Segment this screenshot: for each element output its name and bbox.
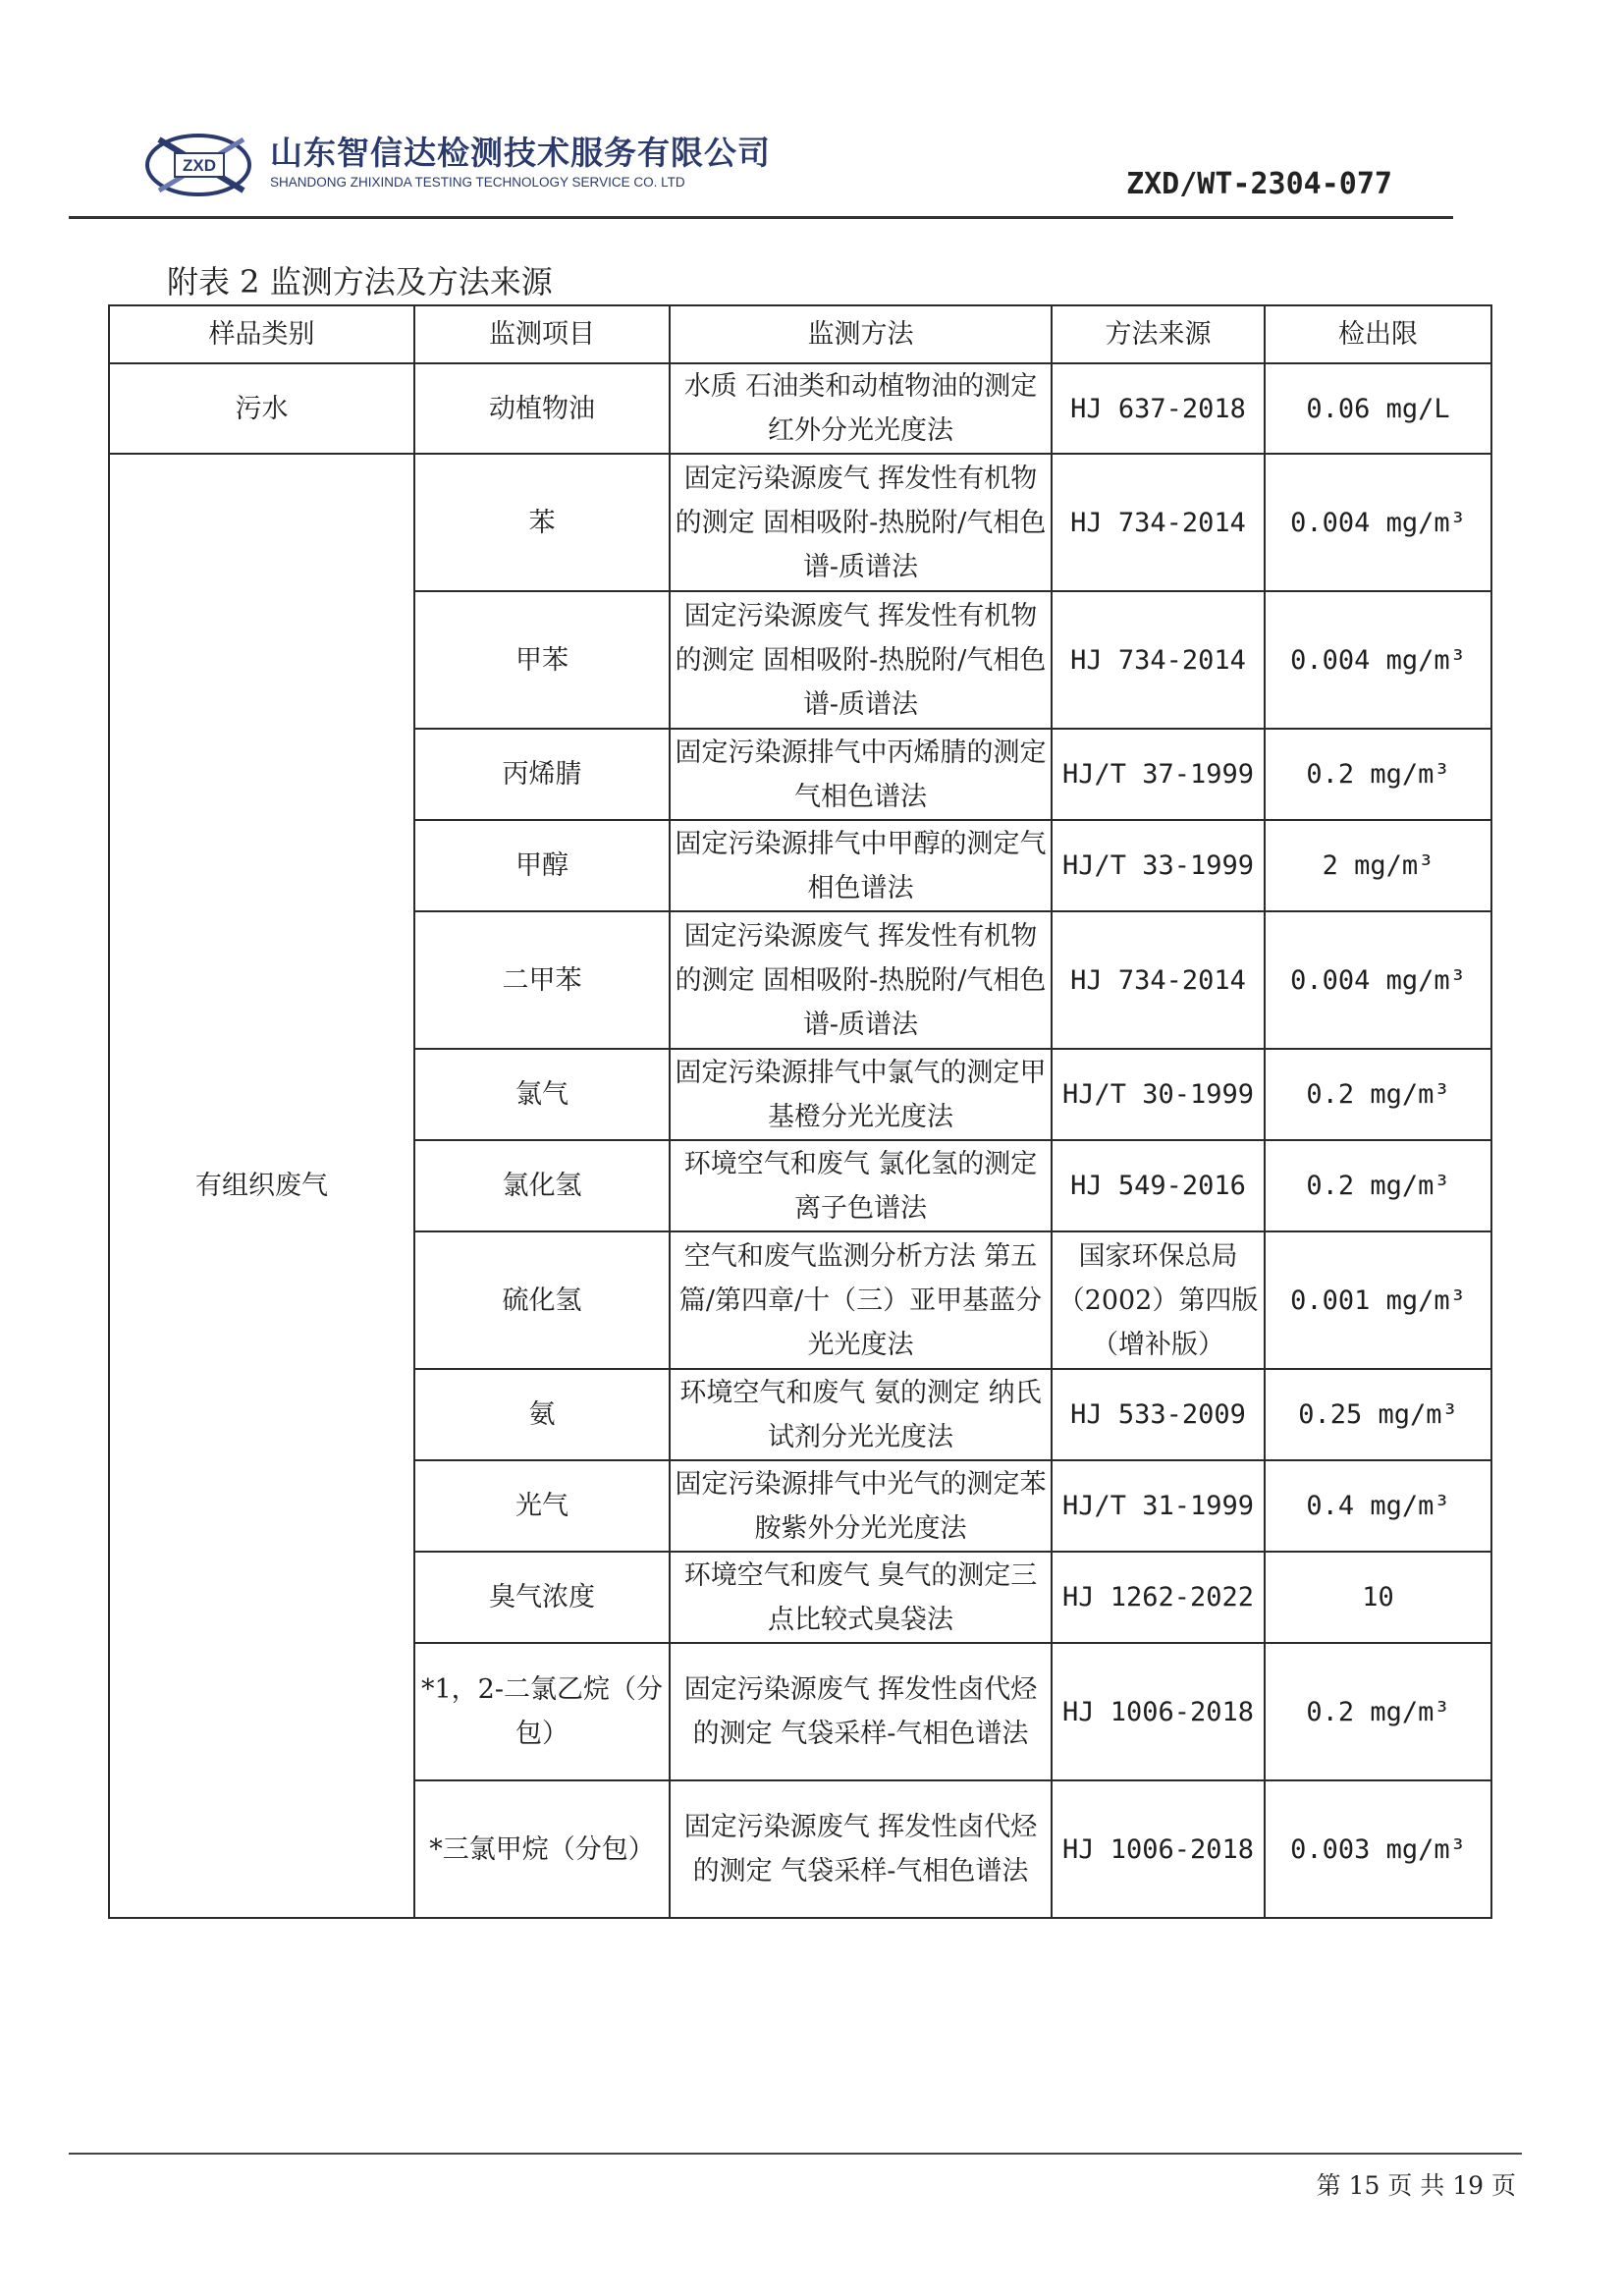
method-source-cell: 国家环保总局（2002）第四版（增补版）: [1052, 1231, 1265, 1369]
column-header: 监测方法: [670, 305, 1052, 363]
monitoring-item-cell: 硫化氢: [414, 1231, 670, 1369]
column-header: 检出限: [1265, 305, 1491, 363]
detection-limit-cell: 0.2 mg/m³: [1265, 1643, 1491, 1780]
monitoring-item-cell: *三氯甲烷（分包）: [414, 1780, 670, 1918]
method-source-cell: HJ 1006-2018: [1052, 1643, 1265, 1780]
monitoring-method-cell: 水质 石油类和动植物油的测定 红外分光光度法: [670, 363, 1052, 454]
monitoring-item-cell: 臭气浓度: [414, 1552, 670, 1643]
detection-limit-cell: 0.2 mg/m³: [1265, 729, 1491, 820]
page-number: 第 15 页 共 19 页: [1316, 2171, 1516, 2200]
monitoring-methods-table: [108, 304, 1492, 1919]
monitoring-item-cell: 甲醇: [414, 820, 670, 911]
column-header: 方法来源: [1052, 305, 1265, 363]
monitoring-item-cell: 氯化氢: [414, 1140, 670, 1231]
monitoring-item-cell: 二甲苯: [414, 911, 670, 1049]
method-source-cell: HJ 1262-2022: [1052, 1552, 1265, 1643]
monitoring-method-cell: 固定污染源排气中甲醇的测定气相色谱法: [670, 820, 1052, 911]
monitoring-item-cell: 丙烯腈: [414, 729, 670, 820]
monitoring-method-cell: 环境空气和废气 氨的测定 纳氏试剂分光光度法: [670, 1369, 1052, 1460]
monitoring-item-cell: 甲苯: [414, 591, 670, 729]
method-source-cell: HJ/T 33-1999: [1052, 820, 1265, 911]
monitoring-method-cell: 固定污染源废气 挥发性卤代烃的测定 气袋采样-气相色谱法: [670, 1643, 1052, 1780]
monitoring-method-cell: 固定污染源排气中光气的测定苯胺紫外分光光度法: [670, 1460, 1052, 1552]
detection-limit-cell: 0.06 mg/L: [1265, 363, 1491, 454]
company-name-cn: 山东智信达检测技术服务有限公司: [270, 134, 771, 172]
svg-text:ZXD: ZXD: [183, 156, 216, 175]
detection-limit-cell: 0.003 mg/m³: [1265, 1780, 1491, 1918]
method-source-cell: HJ 734-2014: [1052, 911, 1265, 1049]
detection-limit-cell: 2 mg/m³: [1265, 820, 1491, 911]
monitoring-method-cell: 固定污染源排气中丙烯腈的测定 气相色谱法: [670, 729, 1052, 820]
detection-limit-cell: 0.004 mg/m³: [1265, 911, 1491, 1049]
method-source-cell: HJ/T 31-1999: [1052, 1460, 1265, 1552]
monitoring-method-cell: 环境空气和废气 氯化氢的测定 离子色谱法: [670, 1140, 1052, 1231]
method-source-cell: HJ 637-2018: [1052, 363, 1265, 454]
document-number: ZXD/WT-2304-077: [1126, 167, 1392, 201]
monitoring-item-cell: *1，2-二氯乙烷（分包）: [414, 1643, 670, 1780]
monitoring-item-cell: 动植物油: [414, 363, 670, 454]
monitoring-method-cell: 固定污染源废气 挥发性有机物的测定 固相吸附-热脱附/气相色谱-质谱法: [670, 454, 1052, 591]
monitoring-item-cell: 氨: [414, 1369, 670, 1460]
sample-category-cell: 污水: [109, 363, 414, 454]
detection-limit-cell: 0.4 mg/m³: [1265, 1460, 1491, 1552]
monitoring-item-cell: 氯气: [414, 1049, 670, 1140]
detection-limit-cell: 10: [1265, 1552, 1491, 1643]
monitoring-method-cell: 固定污染源废气 挥发性有机物的测定 固相吸附-热脱附/气相色谱-质谱法: [670, 911, 1052, 1049]
method-source-cell: HJ 1006-2018: [1052, 1780, 1265, 1918]
document-header: [137, 108, 1453, 216]
monitoring-method-cell: 固定污染源排气中氯气的测定甲基橙分光光度法: [670, 1049, 1052, 1140]
detection-limit-cell: 0.004 mg/m³: [1265, 454, 1491, 591]
monitoring-item-cell: 光气: [414, 1460, 670, 1552]
detection-limit-cell: 0.25 mg/m³: [1265, 1369, 1491, 1460]
table-header-row: [109, 305, 1491, 363]
method-source-cell: HJ 533-2009: [1052, 1369, 1265, 1460]
monitoring-method-cell: 空气和废气监测分析方法 第五篇/第四章/十（三）亚甲基蓝分光光度法: [670, 1231, 1052, 1369]
detection-limit-cell: 0.004 mg/m³: [1265, 591, 1491, 729]
footer-divider: [69, 2153, 1522, 2155]
monitoring-method-cell: 环境空气和废气 臭气的测定三点比较式臭袋法: [670, 1552, 1052, 1643]
detection-limit-cell: 0.001 mg/m³: [1265, 1231, 1491, 1369]
method-source-cell: HJ 734-2014: [1052, 454, 1265, 591]
table-title: 附表 2 监测方法及方法来源: [167, 263, 553, 301]
monitoring-method-cell: 固定污染源废气 挥发性卤代烃的测定 气袋采样-气相色谱法: [670, 1780, 1052, 1918]
detection-limit-cell: 0.2 mg/m³: [1265, 1140, 1491, 1231]
table-row: [109, 454, 1491, 591]
table-row: [109, 363, 1491, 454]
company-name-en: SHANDONG ZHIXINDA TESTING TECHNOLOGY SERVICE CO. LTD: [270, 175, 685, 190]
company-logo-icon: [137, 118, 265, 206]
column-header: 样品类别: [109, 305, 414, 363]
method-source-cell: HJ/T 30-1999: [1052, 1049, 1265, 1140]
method-source-cell: HJ/T 37-1999: [1052, 729, 1265, 820]
column-header: 监测项目: [414, 305, 670, 363]
method-source-cell: HJ 734-2014: [1052, 591, 1265, 729]
method-source-cell: HJ 549-2016: [1052, 1140, 1265, 1231]
sample-category-cell: 有组织废气: [109, 454, 414, 1918]
monitoring-method-cell: 固定污染源废气 挥发性有机物的测定 固相吸附-热脱附/气相色谱-质谱法: [670, 591, 1052, 729]
header-divider: [69, 216, 1453, 219]
monitoring-item-cell: 苯: [414, 454, 670, 591]
detection-limit-cell: 0.2 mg/m³: [1265, 1049, 1491, 1140]
